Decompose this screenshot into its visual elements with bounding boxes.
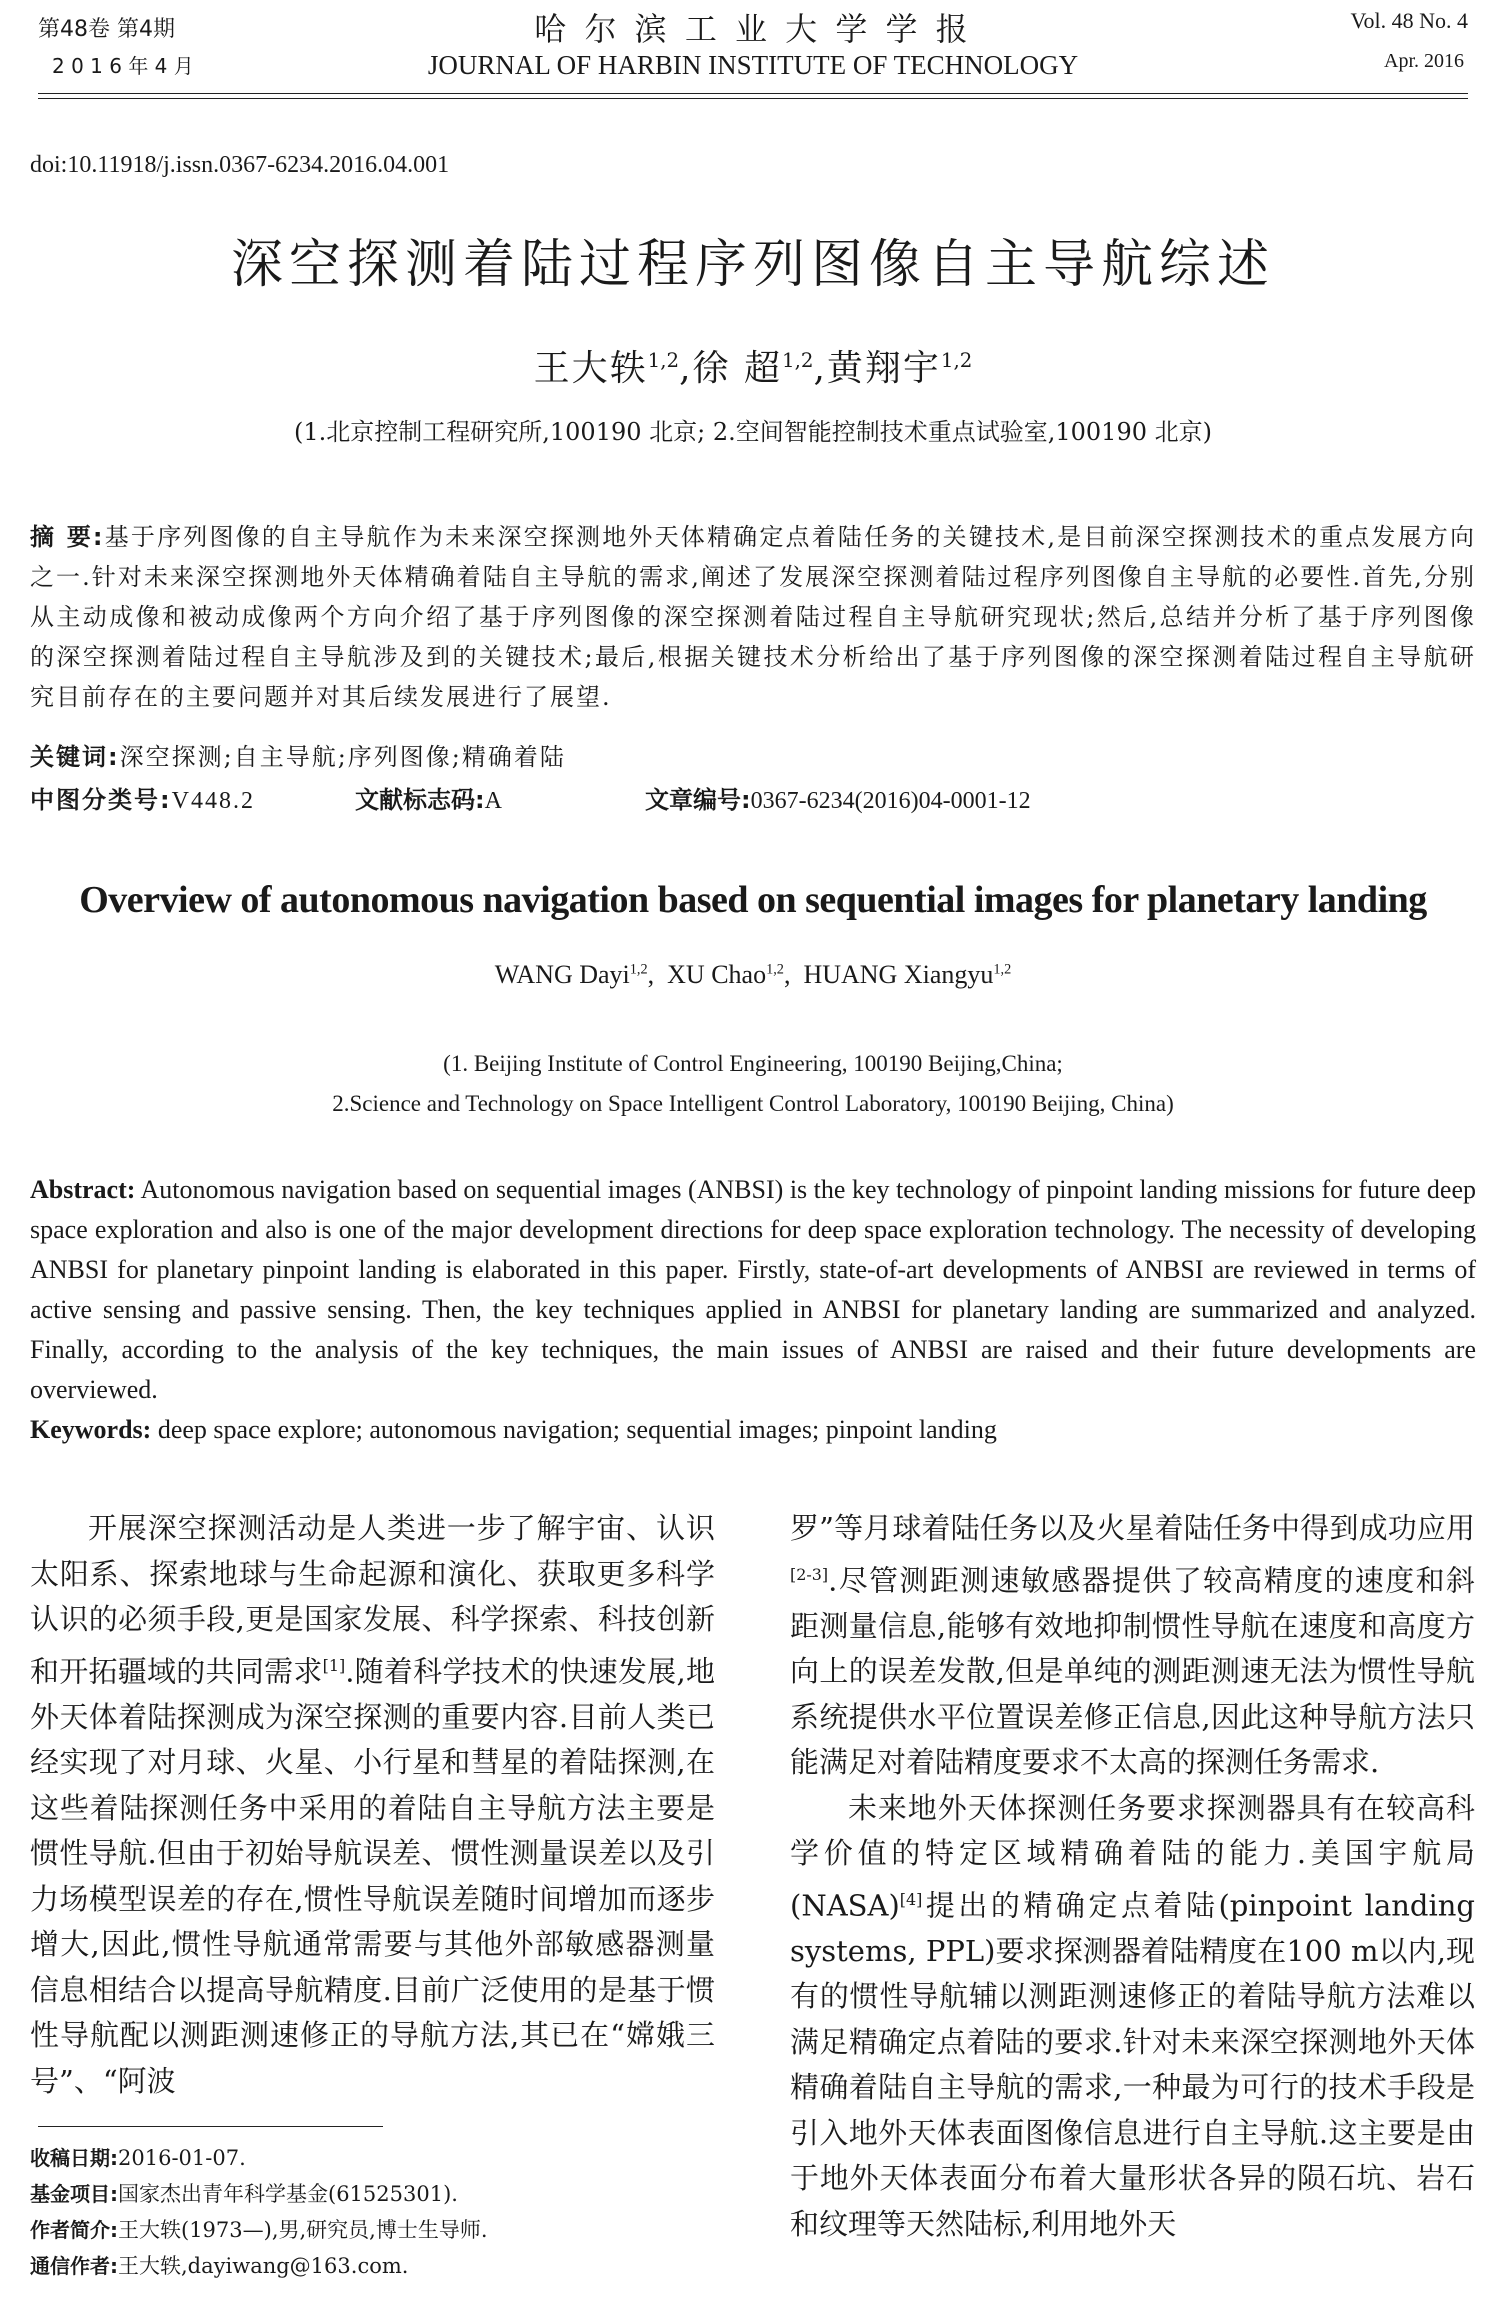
- keywords-cn-text: 深空探测;自主导航;序列图像;精确着陆: [119, 743, 566, 771]
- author-affil-sup: 1,2: [647, 349, 680, 372]
- footnote-rule: [38, 2126, 383, 2127]
- body-paragraph: [790, 1506, 1475, 1786]
- header-volume-issue-en: Vol. 48 No. 4: [1350, 8, 1468, 33]
- author-name: 徐 超: [692, 348, 782, 389]
- doc-code: [355, 780, 502, 821]
- author-name-en: XU Chao: [667, 960, 767, 989]
- abstract-en-text: Autonomous navigation based on sequential images (ANBSI) is the key technology of pinpoint landing missions for future deep space exploration and also is one of the major development directions for deep space exploration technology. The necessity of developing ANBSI for planetary pinpoint landing is elaborated in this paper. Firstly, state-of-art developments of ANBSI are reviewed in terms of active sensing and passive sensing. Then, the key techniques applied in ANBSI for planetary landing are summarized and analyzed. Finally, according to the analysis of the key techniques, the main issues of ANBSI are raised and their future developments are overviewed.: [30, 1175, 1476, 1404]
- header-journal-title-en: JOURNAL OF HARBIN INSTITUTE OF TECHNOLOGY: [427, 50, 1079, 80]
- doc-code-value: A: [484, 788, 502, 814]
- author-affil-sup: 1,2: [781, 349, 814, 372]
- affiliation-en-2: 2.Science and Technology on Space Intelligent Control Laboratory, 100190 Beijing, China): [332, 1091, 1174, 1116]
- footnote-corresponding: [30, 2248, 730, 2284]
- body-text: 罗”等月球着陆任务以及火星着陆任务中得到成功应用: [790, 1511, 1475, 1545]
- article-number-value: 0367-6234(2016)04-0001-12: [750, 788, 1031, 814]
- body-column-right: [790, 1506, 1475, 2247]
- body-paragraph: [30, 1506, 715, 2104]
- header-date-cn: 2 0 1 6 年 4 月: [52, 54, 194, 78]
- body-text: 提出的精确定点着陆(pinpoint landing systems, PPL)要求探测器着陆精度在100 m以内,现有的惯性导航辅以测距测速修正的着陆导航方法难以满足精确定点着陆的要求.针对未来深空探测地外天体精确着陆自主导航的需求,一种最为可行的技术手段是引入地外天体表面图像信息进行自主导航.这主要是由于地外天体表面分布着大量形状各异的陨石坑、岩石和纹理等天然陆标,利用地外天: [790, 1888, 1475, 2241]
- header-rule-bottom: [38, 98, 1468, 99]
- authors-en: WANG Dayi$^{1,2}$, XU Chao$^{1,2}$, HUANG Xiangyu$^{1,2}$: [494, 960, 1012, 989]
- footnote-text: 王大轶(1973—),男,研究员,博士生导师.: [118, 2218, 488, 2242]
- keywords-cn-label: 关键词:: [30, 743, 120, 771]
- author-affil-sup: 1,2: [940, 349, 973, 372]
- author-affil-sup: 1,2: [993, 961, 1012, 978]
- footnote-label: 通信作者:: [30, 2254, 118, 2278]
- footnote-received: [30, 2140, 730, 2176]
- clc-value: V448.2: [171, 788, 255, 814]
- paper-title-en: Overview of autonomous navigation based on sequential images for planetary landing: [79, 879, 1427, 921]
- abstract-cn-label: 摘 要:: [30, 523, 105, 551]
- doi: doi:10.11918/j.issn.0367-6234.2016.04.001: [30, 152, 450, 178]
- abstract-en-label: Abstract:: [30, 1175, 136, 1204]
- body-paragraph: [790, 1786, 1475, 2248]
- keywords-en-label: Keywords:: [30, 1415, 152, 1444]
- abstract-cn-text: 基于序列图像的自主导航作为未来深空探测地外天体精确定点着陆任务的关键技术,是目前深空探测技术的重点发展方向之一.针对未来深空探测地外天体精确着陆自主导航的需求,阐述了发展深空探测着陆过程序列图像自主导航的必要性.首先,分别从主动成像和被动成像两个方向介绍了基于序列图像的深空探测着陆过程自主导航研究现状;然后,总结并分析了基于序列图像的深空探测着陆过程自主导航涉及到的关键技术;最后,根据关键技术分析给出了基于序列图像的深空探测着陆过程自主导航研究目前存在的主要问题并对其后续发展进行了展望.: [30, 523, 1477, 711]
- footnote-label: 作者简介:: [30, 2218, 118, 2242]
- body-text: 开展深空探测活动是人类进一步了解宇宙、认识太阳系、探索地球与生命起源和演化、获取更多科学认识的必须手段,更是国家发展、科学探索、科技创新和开拓疆域的共同需求: [30, 1511, 715, 1689]
- author-name-en: HUANG Xiangyu: [803, 960, 994, 989]
- header-journal-title-cn: 哈 尔 滨 工 业 大 学 学 报: [534, 10, 972, 48]
- footnote-author-bio: [30, 2212, 730, 2248]
- body-text: .尽管测距测速敏感器提供了较高精度的速度和斜距测量信息,能够有效地抑制惯性导航在速度和高度方向上的误差发散,但是单纯的测距测速无法为惯性导航系统提供水平位置误差修正信息,因此这种导航方法只能满足对着陆精度要求不太高的探测任务需求.: [790, 1563, 1475, 1780]
- author-name-en: WANG Dayi: [494, 960, 630, 989]
- article-number: [645, 780, 1031, 821]
- footnote-funding: [30, 2176, 730, 2212]
- keywords-en-text: deep space explore; autonomous navigation; sequential images; pinpoint landing: [151, 1415, 997, 1444]
- abstract-en: [30, 1170, 1476, 1450]
- footnote-text: 国家杰出青年科学基金(61525301).: [118, 2182, 458, 2206]
- body-column-left: [30, 1506, 715, 2104]
- authors-cn: 王大轶$^{1,2}$,徐 超$^{1,2}$,黄翔宇$^{1,2}$: [533, 348, 973, 389]
- header-volume-issue-cn: 第48卷 第4期: [38, 17, 175, 42]
- citation-ref: [1]: [322, 1655, 346, 1675]
- footnote-label: 基金项目:: [30, 2182, 118, 2206]
- author-name: 王大轶: [533, 348, 648, 389]
- affiliation-en-1: (1. Beijing Institute of Control Engineering, 100190 Beijing,China;: [443, 1051, 1063, 1076]
- footnote-label: 收稿日期:: [30, 2146, 118, 2170]
- header-date-en: Apr. 2016: [1384, 50, 1464, 72]
- citation-ref: [4]: [899, 1889, 923, 1909]
- keywords-cn: [30, 737, 1476, 777]
- footnotes: [30, 2140, 730, 2284]
- paper-title-cn: 深空探测着陆过程序列图像自主导航综述: [230, 235, 1275, 295]
- body-text: .随着科学技术的快速发展,地外天体着陆探测成为深空探测的重要内容.目前人类已经实现了对月球、火星、小行星和彗星的着陆探测,在这些着陆探测任务中采用的着陆自主导航方法主要是惯性导航.但由于初始导航误差、惯性测量误差以及引力场模型误差的存在,惯性导航误差随时间增加而逐步增大,因此,惯性导航通常需要与其他外部敏感器测量信息相结合以提高导航精度.目前广泛使用的是基于惯性导航配以测距测速修正的导航方法,其已在“嫦娥三号”、“阿波: [30, 1654, 715, 2098]
- author-name: 黄翔宇: [826, 348, 941, 389]
- body-text: 未来地外天体探测任务要求探测器具有在较高科学价值的特定区域精确着陆的能力.美国宇航局(NASA): [790, 1790, 1475, 1923]
- affiliation-cn: (1.北京控制工程研究所,100190 北京; 2.空间智能控制技术重点试验室,100190 北京): [294, 418, 1212, 446]
- citation-ref: [2-3]: [790, 1564, 829, 1584]
- author-affil-sup: 1,2: [629, 961, 648, 978]
- clc-label: 中图分类号:: [30, 786, 172, 814]
- abstract-cn: [30, 517, 1476, 717]
- doc-code-label: 文献标志码:: [355, 786, 485, 814]
- author-affil-sup: 1,2: [766, 961, 784, 978]
- footnote-text: 王大轶,dayiwang@163.com.: [118, 2254, 409, 2278]
- article-number-label: 文章编号:: [645, 786, 751, 814]
- header-rule-top: [38, 93, 1468, 94]
- footnote-text: 2016-01-07.: [118, 2146, 246, 2170]
